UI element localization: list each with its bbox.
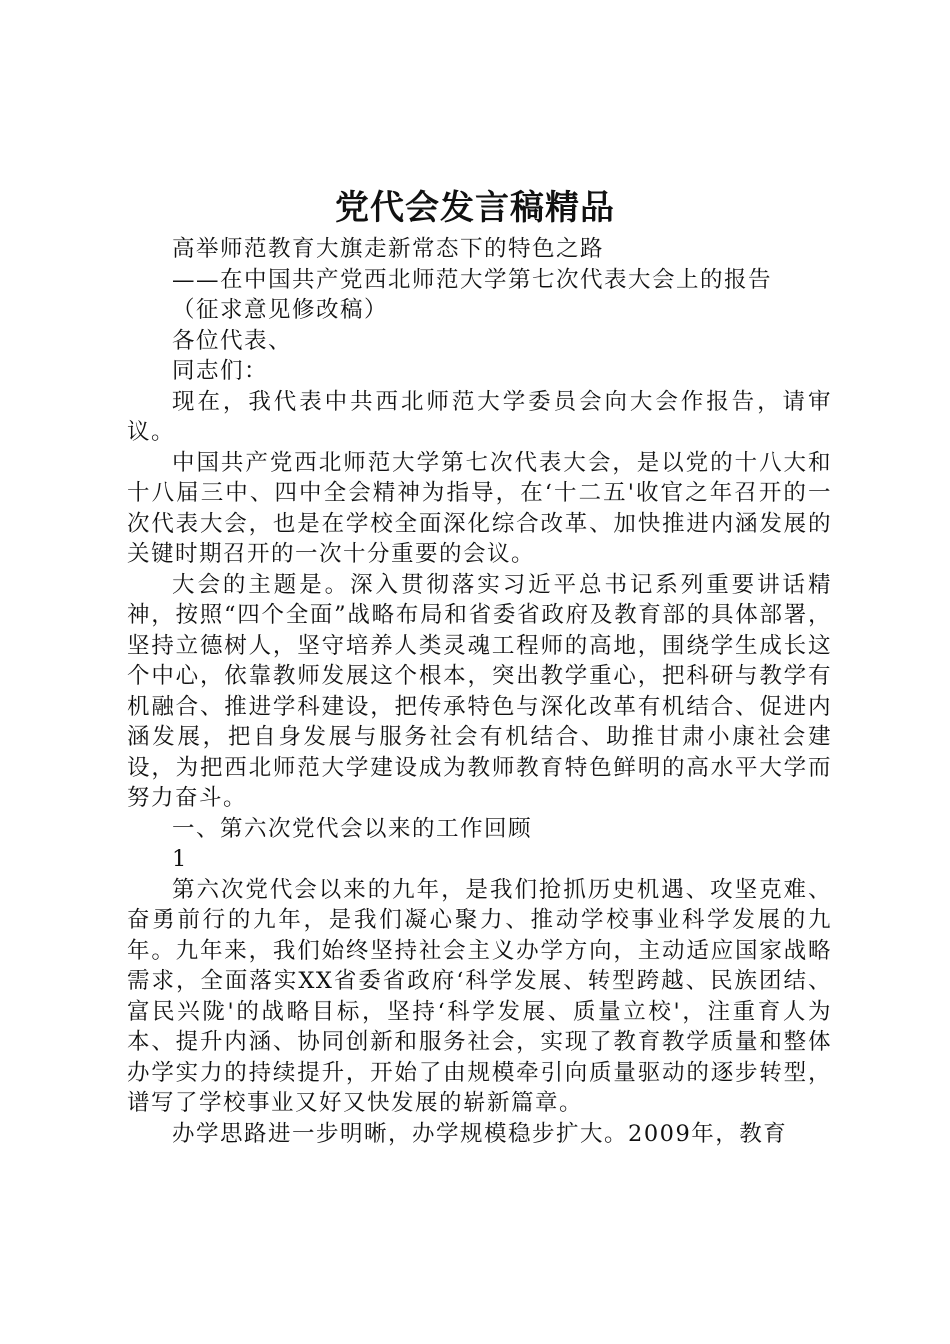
salutation-comrades: 同志们： [172,358,269,384]
salutation-delegates: 各位代表、 [172,327,293,354]
report-occasion: ——在中国共产党西北师范大学第七次代表大会上的报告 [172,266,773,293]
draft-note: （征求意见修改稿） [172,297,389,323]
page-number: 1 [172,846,188,872]
report-subtitle: 高举师范教育大旗走新常态下的特色之路 [172,236,605,262]
paragraph-opening: 现在，我代表中共西北师范大学委员会向大会作报告，请审议。 [127,388,832,445]
paragraph-congress-theme: 大会的主题是。深入贯彻落实习近平总书记系列重要讲话精神，按照“四个全面”战略布局和省委省政府及教育部的具体部署，坚持立德树人，坚守培养人类灵魂工程师的高地，围绕学生成长这个中心，依靠教师发展这个根本，突出教学重心，把科研与教学有机融合、推进学科建设，把传承特色与深化改革有机结合、促进内涵发展，把自身发展与服务社会有机结合、助推甘肃小康社会建设，为把西北师范大学建设成为教师教育特色鲜明的高水平大学而努力奋斗。 [127,571,832,811]
paragraph-review: 第六次党代会以来的九年，是我们抢抓历史机遇、攻坚克难、奋勇前行的九年，是我们凝心聚力、推动学校事业科学发展的九年。九年来，我们始终坚持社会主义办学方向，主动适应国家战略需求，全面落实XX省委省政府‘科学发展、转型跨越、民族团结、富民兴陇'的战略目标，坚持‘科学发展、质量立校'，注重育人为本、提升内涵、协同创新和服务社会，实现了教育教学质量和整体办学实力的持续提升，开始了由规模牵引向质量驱动的逐步转型，谱写了学校事业又好又快发展的崭新篇章。 [127,876,832,1116]
document-body [127,234,832,1149]
paragraph-congress-nature: 中国共产党西北师范大学第七次代表大会，是以党的十八大和十八届三中、四中全会精神为指导，在‘十二五'收官之年召开的一次代表大会，也是在学校全面深化综合改革、加快推进内涵发展的关键时期召开的一次十分重要的会议。 [127,449,832,567]
paragraph-scale: 办学思路进一步明晰，办学规模稳步扩大。2009年，教育 [172,1120,788,1147]
section-heading: 一、第六次党代会以来的工作回顾 [172,815,533,842]
document-title: 党代会发言稿精品 [335,188,615,228]
